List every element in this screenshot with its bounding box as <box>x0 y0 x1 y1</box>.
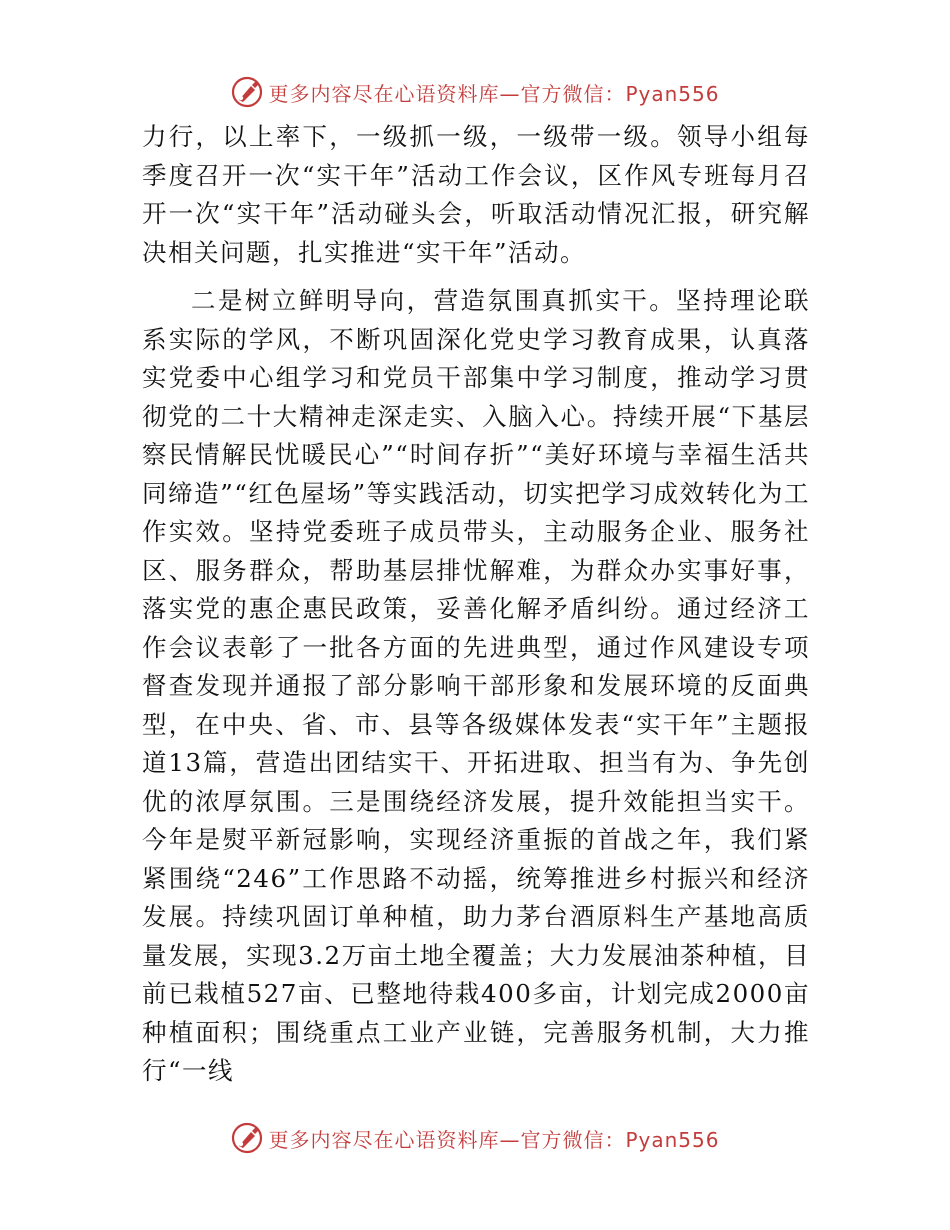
paragraph-1: 力行，以上率下，一级抓一级，一级带一级。领导小组每季度召开一次“实干年”活动工作会议，区作风专班每月召开一次“实干年”活动碰头会，听取活动情况汇报，研究解决相关问题，扎实推进“实干年”活动。 <box>142 122 810 267</box>
pen-nib-logo-icon <box>230 1121 264 1155</box>
paragraph-2: 二是树立鲜明导向，营造氛围真抓实干。坚持理论联系实际的学风，不断巩固深化党史学习教育成果，认真落实党委中心组学习和党员干部集中学习制度，推动学习贯彻党的二十大精神走深走实、入脑入心。持续开展“下基层察民情解民忧暖民心”“时间存折”“美好环境与幸福生活共同缔造”“红色屋场”等实践活动，切实把学习成效转化为工作实效。坚持党委班子成员带头，主动服务企业、服务社区、服务群众，帮助基层排忧解难，为群众办实事好事，落实党的惠企惠民政策，妥善化解矛盾纠纷。通过经济工作会议表彰了一批各方面的先进典型，通过作风建设专项督查发现并通报了部分影响干部形象和发展环境的反面典型，在中央、省、市、县等各级媒体发表“实干年”主题报道13篇，营造出团结实干、开拓进取、担当有为、争先创优的浓厚氛围。三是围绕经济发展，提升效能担当实干。今年是熨平新冠影响，实现经济重振的首战之年，我们紧紧围绕“246”工作思路不动摇，统筹推进乡村振兴和经济发展。持续巩固订单种植，助力茅台酒原料生产基地高质量发展，实现3.2万亩土地全覆盖；大力发展油茶种植，目前已栽植527亩、已整地待栽400多亩，计划完成2000亩种植面积；围绕重点工业产业链，完善服务机制，大力推行“一线 <box>142 286 810 1085</box>
footer-watermark <box>0 1118 950 1158</box>
document-body <box>142 118 810 1091</box>
header-watermark-text: 更多内容尽在心语资料库—官方微信：Pyan556 <box>268 81 720 106</box>
pen-nib-logo-icon <box>230 75 264 109</box>
header-watermark <box>0 72 950 112</box>
footer-watermark-text: 更多内容尽在心语资料库—官方微信：Pyan556 <box>268 1127 720 1152</box>
